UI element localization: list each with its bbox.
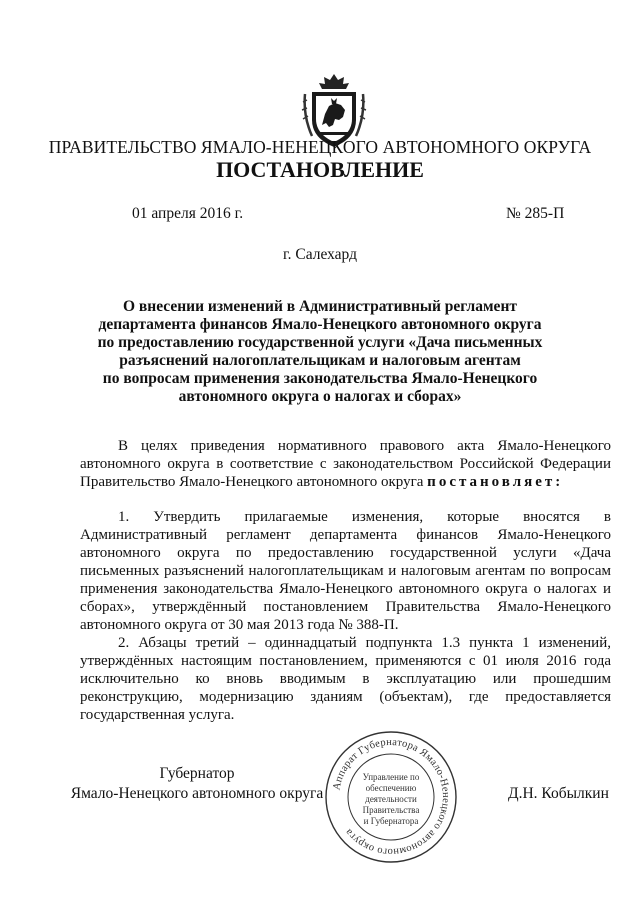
item-2-line: утверждённых настоящим постановлением, применяются с 01 июля 2016 года (80, 653, 611, 669)
item-1-line: 1. Утвердить прилагаемые изменения, которые вносятся в (118, 509, 611, 525)
preamble-line: автономного округа в соответствие с законодательством Российской Федерации (80, 456, 611, 472)
item-1-paragraph (80, 508, 611, 634)
document-city: г. Салехард (283, 246, 357, 263)
signatory-name: Д.Н. Кобылкин (508, 785, 609, 802)
item-1-line: письменных разъяснений налогоплательщикам и налоговым агентам по вопросам (80, 563, 611, 579)
government-title: ПРАВИТЕЛЬСТВО ЯМАЛО-НЕНЕЦКОГО АВТОНОМНОГО ОКРУГА (48, 137, 592, 157)
preamble-line-final (80, 473, 611, 491)
signatory-title-line: Губернатор (159, 765, 235, 782)
seal-center-line: Правительства (362, 805, 420, 815)
seal-center-line: Управление по (362, 772, 420, 782)
seal-center-line: и Губернатора (363, 816, 419, 826)
item-1-line: Административный регламент департамента финансов Ямало-Ненецкого (80, 527, 611, 543)
official-seal (323, 729, 459, 865)
item-1-line: автономного округа от 30 мая 2013 года № 388-П. (80, 617, 399, 633)
item-2-line: государственная услуга. (80, 707, 235, 723)
heading-line: по вопросам применения законодательства Ямало-Ненецкого (102, 370, 538, 387)
heading-line: департамента финансов Ямало-Ненецкого автономного округа (98, 316, 542, 333)
heading-line: О внесении изменений в Административный регламент (123, 298, 517, 315)
item-2-line: реконструкцию, модернизацию зданиям (объектам), где предоставляется (80, 689, 611, 705)
document-type: ПОСТАНОВЛЕНИЕ (216, 157, 424, 182)
preamble-line: В целях приведения нормативного правового акта Ямало-Ненецкого (118, 438, 611, 454)
document-number: № 285-П (506, 205, 565, 222)
document-date: 01 апреля 2016 г. (132, 205, 244, 222)
preamble-line-text: Правительство Ямало-Ненецкого автономного округа (80, 474, 424, 490)
document-heading (60, 298, 580, 406)
item-1-line: автономного округа по предоставлению государственной услуги «Дача (80, 545, 611, 561)
item-2-line: 2. Абзацы третий – одиннадцатый подпункта 1.3 пункта 1 изменений, (118, 635, 611, 651)
preamble-paragraph (80, 437, 611, 491)
seal-center-line: деятельности (365, 794, 417, 804)
seal-ring-text: Аппарат Губернатора Ямало-Ненецкого автономного округа (331, 736, 452, 858)
item-1-line: применения законодательства Ямало-Ненецкого автономного округа о налогах и (80, 581, 611, 597)
signatory-title-line: Ямало-Ненецкого автономного округа (70, 785, 324, 802)
heading-line: по предоставлению государственной услуги «Дача письменных (97, 334, 543, 351)
signatory-title (62, 764, 332, 804)
item-2-paragraph (80, 634, 611, 724)
item-1-line: сборах», утверждённый постановлением Правительства Ямало-Ненецкого (80, 599, 611, 615)
seal-center-line: обеспечению (365, 783, 417, 793)
item-2-line: исключительно ко вновь вводимым в эксплуатацию или прошедшим (80, 671, 611, 687)
heading-line: автономного округа о налогах и сборах» (178, 388, 462, 405)
heading-line: разъяснений налогоплательщикам и налоговым агентам (119, 352, 521, 369)
preamble-keyword: постановляет: (427, 474, 564, 490)
